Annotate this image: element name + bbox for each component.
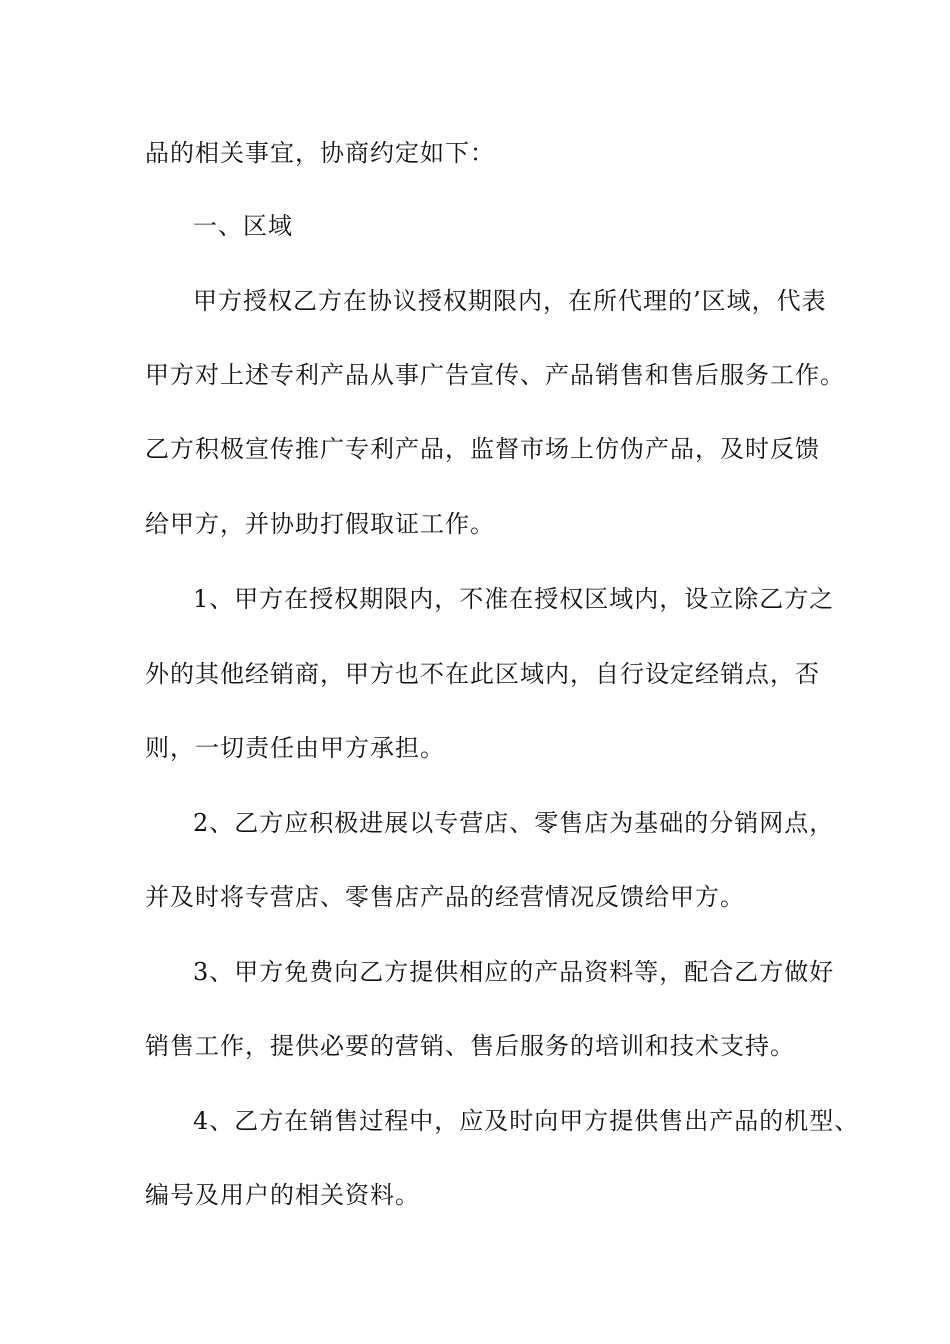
paragraph-line: 编号及用户的相关资料。 — [145, 1181, 420, 1209]
paragraph-line: 品的相关事宜，协商约定如下： — [145, 139, 495, 167]
paragraph-line: 4、乙方在销售过程中，应及时向甲方提供售出产品的机型、 — [193, 1107, 860, 1135]
paragraph-line: 甲方对上述专利产品从事广告宣传、产品销售和售后服务工作。 — [145, 361, 845, 389]
paragraph-line: 则，一切责任由甲方承担。 — [145, 734, 445, 762]
paragraph-line: 甲方授权乙方在协议授权期限内，在所代理的’区域，代表 — [193, 287, 827, 315]
paragraph-line: 3、甲方免费向乙方提供相应的产品资料等，配合乙方做好 — [193, 958, 835, 986]
paragraph-line: 2、乙方应积极进展以专营店、零售店为基础的分销网点， — [193, 809, 835, 837]
paragraph-line: 乙方积极宣传推广专利产品，监督市场上仿伪产品，及时反馈 — [145, 435, 820, 463]
paragraph-line: 外的其他经销商，甲方也不在此区域内，自行设定经销点，否 — [145, 660, 820, 688]
paragraph-line: 并及时将专营店、零售店产品的经营情况反馈给甲方。 — [145, 883, 745, 911]
paragraph-line: 1、甲方在授权期限内，不准在授权区域内，设立除乙方之 — [193, 585, 835, 613]
paragraph-line: 给甲方，并协助打假取证工作。 — [145, 510, 495, 538]
paragraph-line: 销售工作，提供必要的营销、售后服务的培训和技术支持。 — [145, 1032, 795, 1060]
section-heading: 一、区域 — [193, 212, 293, 240]
